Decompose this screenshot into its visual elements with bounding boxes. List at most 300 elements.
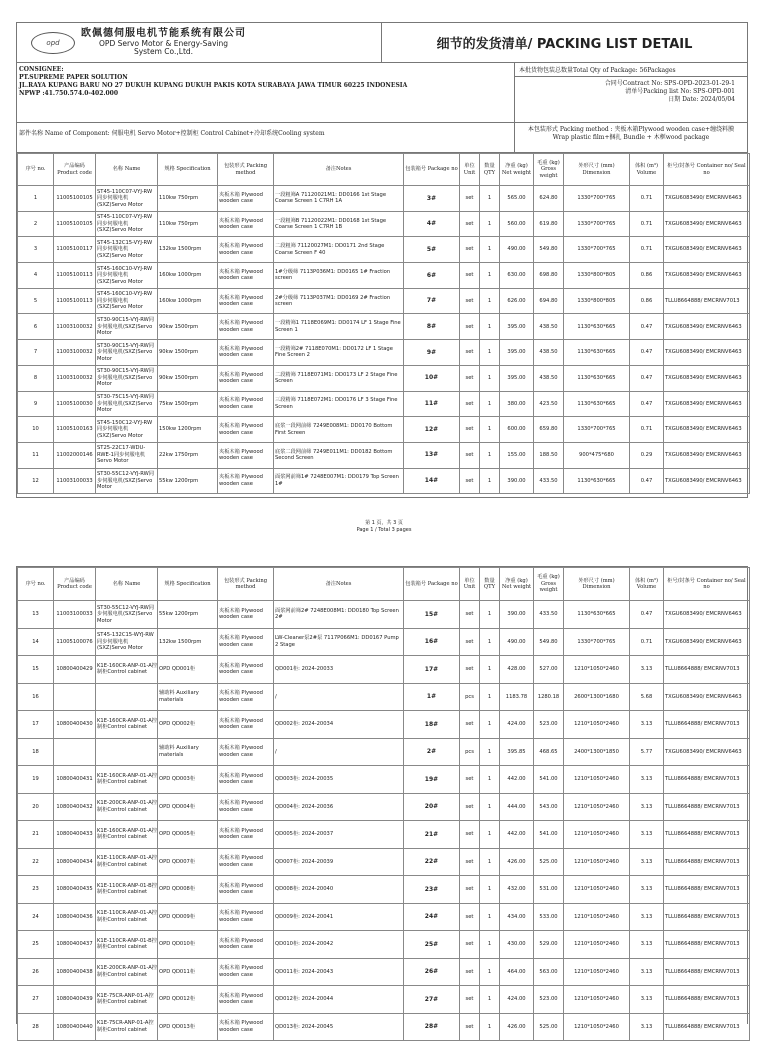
cell-gross: 188.50	[534, 442, 564, 468]
cell-pkg: 10#	[404, 365, 460, 391]
cell-qty: 1	[480, 417, 500, 443]
cell-name: K1E-200CR-ANP-01-A控制柜Control cabinet	[96, 793, 158, 821]
header-gross: 毛重 (kg) Gross weight	[534, 568, 564, 601]
cell-method: 夹板木箱 Plywood wooden case	[218, 738, 274, 766]
cell-net: 426.00	[500, 848, 534, 876]
cell-no: 10	[18, 417, 54, 443]
cell-code: 10800400440	[54, 1013, 96, 1041]
cell-vol: 0.47	[630, 468, 664, 494]
cell-name: K1E-200CR-ANP-01-A控制柜Control cabinet	[96, 958, 158, 986]
cell-net: 490.00	[500, 237, 534, 263]
cell-name: K1E-110CR-ANP-01-B控制柜Control cabinet	[96, 931, 158, 959]
cell-notes: QD012柜: 2024-20044	[274, 986, 404, 1014]
cell-unit: set	[460, 821, 480, 849]
cell-spec: 110kw 750rpm	[158, 186, 218, 212]
cell-net: 380.00	[500, 391, 534, 417]
cell-qty: 1	[480, 237, 500, 263]
cell-code: 10800400439	[54, 986, 96, 1014]
cell-vol: 0.71	[630, 186, 664, 212]
cell-name: ST45-150C12-VYJ-RW同步伺服电机(SXZ)Servo Motor	[96, 417, 158, 443]
table-row	[18, 766, 750, 794]
table-row	[18, 468, 750, 494]
cell-pkg: 1#	[404, 683, 460, 711]
cell-notes: QD002柜: 2024-20034	[274, 711, 404, 739]
cell-net: 442.00	[500, 821, 534, 849]
cell-pkg: 3#	[404, 186, 460, 212]
header-notes: 备注Notes	[274, 154, 404, 186]
cell-method: 夹板木箱 Plywood wooden case	[218, 211, 274, 237]
cell-gross: 541.00	[534, 821, 564, 849]
cell-spec: 132kw 1500rpm	[158, 237, 218, 263]
cell-method: 夹板木箱 Plywood wooden case	[218, 186, 274, 212]
header-code: 产品编码 Product code	[54, 154, 96, 186]
cell-dim: 1210*1050*2460	[564, 903, 630, 931]
cell-dim: 1330*700*765	[564, 211, 630, 237]
cell-name: K1E-160CR-ANP-01-A控制柜Control cabinet	[96, 656, 158, 684]
cell-name: ST30-55C12-VYJ-RW同步伺服电机(SXZ)Servo Motor	[96, 601, 158, 629]
cell-unit: set	[460, 391, 480, 417]
cell-vol: 0.71	[630, 417, 664, 443]
cell-notes: QD007柜: 2024-20039	[274, 848, 404, 876]
cell-unit: set	[460, 442, 480, 468]
company-name	[81, 28, 246, 57]
cell-dim: 1330*700*765	[564, 417, 630, 443]
cell-vol: 0.47	[630, 340, 664, 366]
cell-gross: 423.50	[534, 391, 564, 417]
cell-qty: 1	[480, 288, 500, 314]
cell-notes: LW-Cleaner泵2#泵 7117P066M1: DD0167 Pump 2 Stage	[274, 628, 404, 656]
cell-pkg: 27#	[404, 986, 460, 1014]
cell-name: ST45-132C15-WYJ-RW同步伺服电机(SXZ)Servo Motor	[96, 628, 158, 656]
cell-no: 19	[18, 766, 54, 794]
cell-spec: 110kw 750rpm	[158, 211, 218, 237]
cell-notes: 面浆网前筛1# 7248E007M1: DD0179 Top Screen 1#	[274, 468, 404, 494]
cell-seal: TLLU8664888/ EMCRNV7013	[664, 288, 750, 314]
cell-qty: 1	[480, 314, 500, 340]
cell-no: 20	[18, 793, 54, 821]
cell-pkg: 5#	[404, 237, 460, 263]
cell-no: 26	[18, 958, 54, 986]
cell-name	[96, 738, 158, 766]
cell-seal: TLLU8664888/ EMCRNV7013	[664, 656, 750, 684]
cell-unit: set	[460, 656, 480, 684]
cell-unit: pcs	[460, 738, 480, 766]
cell-method: 夹板木箱 Plywood wooden case	[218, 263, 274, 289]
cell-method: 夹板木箱 Plywood wooden case	[218, 314, 274, 340]
consignee-section	[17, 63, 747, 123]
table-body-page-1	[18, 186, 750, 494]
cell-dim: 1210*1050*2460	[564, 766, 630, 794]
cell-code: 10800400437	[54, 931, 96, 959]
cell-pkg: 6#	[404, 263, 460, 289]
table-row	[18, 628, 750, 656]
cell-no: 5	[18, 288, 54, 314]
cell-net: 395.00	[500, 340, 534, 366]
cell-net: 395.85	[500, 738, 534, 766]
cell-gross: 525.00	[534, 1013, 564, 1041]
cell-gross: 523.00	[534, 711, 564, 739]
cell-net: 395.00	[500, 314, 534, 340]
cell-spec: 75kw 1500rpm	[158, 391, 218, 417]
cell-seal: TLLU8664888/ EMCRNV7013	[664, 848, 750, 876]
cell-spec: 90kw 1500rpm	[158, 314, 218, 340]
header-unit: 单位 Unit	[460, 154, 480, 186]
cell-notes: /	[274, 738, 404, 766]
header-no: 序号 no.	[18, 568, 54, 601]
document-header	[17, 23, 747, 63]
cell-gross: 529.00	[534, 931, 564, 959]
table-row	[18, 211, 750, 237]
cell-dim: 1130*630*665	[564, 601, 630, 629]
cell-dim: 1130*630*665	[564, 391, 630, 417]
cell-spec: OPD QD003柜	[158, 766, 218, 794]
cell-qty: 1	[480, 656, 500, 684]
cell-dim: 1330*800*805	[564, 263, 630, 289]
cell-no: 6	[18, 314, 54, 340]
cell-net: 424.00	[500, 711, 534, 739]
cell-method: 夹板木箱 Plywood wooden case	[218, 237, 274, 263]
cell-qty: 1	[480, 793, 500, 821]
cell-unit: set	[460, 876, 480, 904]
cell-dim: 2600*1300*1680	[564, 683, 630, 711]
cell-name: K1E-75CR-ANP-01-A控制柜Control cabinet	[96, 1013, 158, 1041]
cell-qty: 1	[480, 365, 500, 391]
cell-name: K1E-75CR-ANP-01-A控制柜Control cabinet	[96, 986, 158, 1014]
cell-no: 25	[18, 931, 54, 959]
packing-list-page-2	[16, 566, 748, 1033]
cell-no: 11	[18, 442, 54, 468]
table-row	[18, 442, 750, 468]
cell-notes: 底浆一段网前筛 7249E008M1: DD0170 Bottom First Screen	[274, 417, 404, 443]
cell-pkg: 15#	[404, 601, 460, 629]
company-name-en-1: OPD Servo Motor & Energy-Saving	[99, 38, 228, 48]
header-seal: 柜号/封条号 Container no/ Seal no	[664, 568, 750, 601]
cell-name: K1E-110CR-ANP-01-A控制柜Control cabinet	[96, 903, 158, 931]
cell-notes: QD005柜: 2024-20037	[274, 821, 404, 849]
cell-net: 426.00	[500, 1013, 534, 1041]
header-spec: 规格 Specification	[158, 568, 218, 601]
cell-dim: 1210*1050*2460	[564, 656, 630, 684]
cell-seal: TXGU6083490/ EMCRNV6463	[664, 211, 750, 237]
cell-qty: 1	[480, 1013, 500, 1041]
cell-code: 10800400434	[54, 848, 96, 876]
cell-code: 11003100032	[54, 365, 96, 391]
table-row	[18, 365, 750, 391]
cell-qty: 1	[480, 931, 500, 959]
component-name: 部件名称 Name of Component: 伺服电机 Servo Motor+控制柜 Control Cabinet+冷却系统Cooling system	[17, 123, 515, 152]
cell-vol: 3.13	[630, 848, 664, 876]
cell-pkg: 19#	[404, 766, 460, 794]
table-row	[18, 958, 750, 986]
cell-seal: TXGU6083490/ EMCRNV6463	[664, 186, 750, 212]
cell-no: 9	[18, 391, 54, 417]
cell-no: 16	[18, 683, 54, 711]
cell-gross: 549.80	[534, 628, 564, 656]
cell-unit: set	[460, 711, 480, 739]
cell-name: ST30-90C15-VYJ-RW同步伺服电机(SXZ)Servo Motor	[96, 314, 158, 340]
cell-qty: 1	[480, 876, 500, 904]
consignee-label: CONSIGNEE:	[19, 66, 64, 73]
cell-notes: QD003柜: 2024-20035	[274, 766, 404, 794]
cell-qty: 1	[480, 340, 500, 366]
cell-unit: set	[460, 958, 480, 986]
cell-seal: TLLU8664888/ EMCRNV7013	[664, 986, 750, 1014]
packing-table-page-1	[17, 153, 750, 494]
cell-spec: 55kw 1200rpm	[158, 468, 218, 494]
cell-spec: OPD QD009柜	[158, 903, 218, 931]
cell-name: K1E-160CR-ANP-01-A控制柜Control cabinet	[96, 711, 158, 739]
header-name: 名称 Name	[96, 154, 158, 186]
cell-net: 560.00	[500, 211, 534, 237]
cell-notes: QD008柜: 2024-20040	[274, 876, 404, 904]
table-row	[18, 711, 750, 739]
cell-gross: 438.50	[534, 365, 564, 391]
cell-unit: set	[460, 340, 480, 366]
cell-unit: set	[460, 211, 480, 237]
cell-unit: set	[460, 186, 480, 212]
cell-dim: 1130*630*665	[564, 314, 630, 340]
table-row	[18, 903, 750, 931]
cell-vol: 0.29	[630, 442, 664, 468]
cell-code: 11003100033	[54, 468, 96, 494]
cell-no: 14	[18, 628, 54, 656]
consignee-npwp: NPWP :41.750.574.0-402.000	[19, 90, 119, 98]
cell-spec: OPD QD013柜	[158, 1013, 218, 1041]
table-row	[18, 288, 750, 314]
cell-spec: OPD QD004柜	[158, 793, 218, 821]
cell-unit: set	[460, 263, 480, 289]
cell-dim: 1210*1050*2460	[564, 931, 630, 959]
cell-vol: 3.13	[630, 793, 664, 821]
cell-method: 夹板木箱 Plywood wooden case	[218, 821, 274, 849]
cell-gross: 619.80	[534, 211, 564, 237]
header-net: 净重 (kg) Net weight	[500, 154, 534, 186]
cell-seal: TXGU6083490/ EMCRNV6463	[664, 738, 750, 766]
cell-code: 10800400431	[54, 766, 96, 794]
cell-pkg: 25#	[404, 931, 460, 959]
cell-vol: 5.77	[630, 738, 664, 766]
table-row	[18, 793, 750, 821]
header-net: 净重 (kg) Net weight	[500, 568, 534, 601]
cell-notes: QD009柜: 2024-20041	[274, 903, 404, 931]
cell-unit: set	[460, 314, 480, 340]
cell-name: ST25-22C17-WDU-RWE-1同步伺服电机Servo Motor	[96, 442, 158, 468]
cell-notes: 三段精筛 7118E072M1: DD0176 LF 3 Stage Fine Screen	[274, 391, 404, 417]
header-pkgno: 包装箱号 Package no	[404, 154, 460, 186]
cell-no: 18	[18, 738, 54, 766]
cell-unit: set	[460, 365, 480, 391]
cell-pkg: 13#	[404, 442, 460, 468]
cell-unit: set	[460, 848, 480, 876]
consignee-name: PT.SUPREME PAPER SOLUTION	[19, 74, 128, 82]
cell-qty: 1	[480, 821, 500, 849]
cell-notes: QD001柜: 2024-20033	[274, 656, 404, 684]
cell-seal: TLLU8664888/ EMCRNV7013	[664, 821, 750, 849]
cell-vol: 3.13	[630, 876, 664, 904]
cell-seal: TXGU6083490/ EMCRNV6463	[664, 314, 750, 340]
cell-no: 12	[18, 468, 54, 494]
cell-seal: TXGU6083490/ EMCRNV6463	[664, 683, 750, 711]
cell-dim: 2400*1300*1850	[564, 738, 630, 766]
cell-vol: 0.71	[630, 628, 664, 656]
cell-pkg: 2#	[404, 738, 460, 766]
cell-no: 15	[18, 656, 54, 684]
cell-notes: QD010柜: 2024-20042	[274, 931, 404, 959]
cell-unit: pcs	[460, 683, 480, 711]
cell-dim: 1130*630*665	[564, 468, 630, 494]
cell-gross: 659.80	[534, 417, 564, 443]
packing-table-page-2	[17, 567, 750, 1041]
cell-notes: /	[274, 683, 404, 711]
header-spec: 规格 Specification	[158, 154, 218, 186]
cell-qty: 1	[480, 958, 500, 986]
cell-spec: OPD QD001柜	[158, 656, 218, 684]
cell-gross: 698.80	[534, 263, 564, 289]
cell-method: 夹板木箱 Plywood wooden case	[218, 903, 274, 931]
cell-unit: set	[460, 417, 480, 443]
cell-name: ST30-90C15-VYJ-RW同步伺服电机(SXZ)Servo Motor	[96, 365, 158, 391]
cell-code: 11005100076	[54, 628, 96, 656]
cell-name: ST45-110C07-VYJ-RW同步伺服电机(SXZ)Servo Motor	[96, 186, 158, 212]
cell-code: 11005100163	[54, 417, 96, 443]
cell-qty: 1	[480, 711, 500, 739]
cell-code: 11005100105	[54, 186, 96, 212]
cell-qty: 1	[480, 628, 500, 656]
cell-dim: 1210*1050*2460	[564, 848, 630, 876]
cell-code	[54, 738, 96, 766]
cell-dim: 1210*1050*2460	[564, 986, 630, 1014]
cell-vol: 0.86	[630, 288, 664, 314]
cell-dim: 1210*1050*2460	[564, 876, 630, 904]
cell-dim: 1130*630*665	[564, 340, 630, 366]
cell-unit: set	[460, 931, 480, 959]
cell-vol: 0.47	[630, 314, 664, 340]
document-title: 细节的发货清单/ PACKING LIST DETAIL	[436, 37, 693, 52]
cell-name: ST30-90C15-VYJ-RW同步伺服电机(SXZ)Servo Motor	[96, 340, 158, 366]
cell-notes: 一段精筛1 7118E069M1: DD0174 LF 1 Stage Fine Screen 1	[274, 314, 404, 340]
cell-name: K1E-110CR-ANP-01-A控制柜Control cabinet	[96, 848, 158, 876]
cell-net: 442.00	[500, 766, 534, 794]
cell-net: 155.00	[500, 442, 534, 468]
packing-list-page-1	[16, 22, 748, 498]
cell-seal: TXGU6083490/ EMCRNV6463	[664, 365, 750, 391]
cell-method: 夹板木箱 Plywood wooden case	[218, 340, 274, 366]
cell-net: 444.00	[500, 793, 534, 821]
consignee-block	[17, 63, 515, 122]
cell-seal: TXGU6083490/ EMCRNV6463	[664, 391, 750, 417]
cell-gross: 433.50	[534, 601, 564, 629]
cell-gross: 549.80	[534, 237, 564, 263]
table-row	[18, 738, 750, 766]
cell-spec: OPD QD010柜	[158, 931, 218, 959]
cell-net: 626.00	[500, 288, 534, 314]
cell-gross: 438.50	[534, 314, 564, 340]
cell-code: 10800400429	[54, 656, 96, 684]
company-logo-icon: opd	[31, 32, 75, 54]
cell-no: 27	[18, 986, 54, 1014]
cell-qty: 1	[480, 442, 500, 468]
cell-no: 23	[18, 876, 54, 904]
cell-pkg: 22#	[404, 848, 460, 876]
cell-spec: OPD QD005柜	[158, 821, 218, 849]
cell-spec: 160kw 1000rpm	[158, 288, 218, 314]
cell-dim: 1330*700*765	[564, 628, 630, 656]
header-pkgno: 包装箱号 Package no	[404, 568, 460, 601]
cell-net: 565.00	[500, 186, 534, 212]
cell-name: K1E-160CR-ANP-01-A控制柜Control cabinet	[96, 766, 158, 794]
cell-seal: TLLU8664888/ EMCRNV7013	[664, 958, 750, 986]
cell-method: 夹板木箱 Plywood wooden case	[218, 931, 274, 959]
cell-unit: set	[460, 986, 480, 1014]
cell-seal: TXGU6083490/ EMCRNV6463	[664, 417, 750, 443]
cell-name: K1E-110CR-ANP-01-B控制柜Control cabinet	[96, 876, 158, 904]
cell-pkg: 21#	[404, 821, 460, 849]
cell-spec: 辅助料 Auxiliary materials	[158, 683, 218, 711]
cell-no: 17	[18, 711, 54, 739]
cell-net: 390.00	[500, 601, 534, 629]
cell-gross: 541.00	[534, 766, 564, 794]
cell-spec: 90kw 1500rpm	[158, 340, 218, 366]
cell-method: 夹板木箱 Plywood wooden case	[218, 986, 274, 1014]
header-unit: 单位 Unit	[460, 568, 480, 601]
cell-method: 夹板木箱 Plywood wooden case	[218, 417, 274, 443]
cell-vol: 0.47	[630, 391, 664, 417]
cell-unit: set	[460, 903, 480, 931]
cell-pkg: 26#	[404, 958, 460, 986]
cell-dim: 1330*700*765	[564, 186, 630, 212]
cell-method: 夹板木箱 Plywood wooden case	[218, 683, 274, 711]
cell-qty: 1	[480, 683, 500, 711]
cell-spec: OPD QD012柜	[158, 986, 218, 1014]
packing-list-no: 清单号Packing list No: SPS-OPD-001	[625, 87, 735, 95]
cell-gross: 527.00	[534, 656, 564, 684]
company-name-en-2: System Co.,Ltd.	[133, 47, 194, 57]
cell-code: 11005100105	[54, 211, 96, 237]
cell-spec: 55kw 1200rpm	[158, 601, 218, 629]
cell-dim: 1330*700*765	[564, 237, 630, 263]
cell-qty: 1	[480, 391, 500, 417]
contract-block	[515, 63, 747, 122]
cell-net: 432.00	[500, 876, 534, 904]
cell-no: 2	[18, 211, 54, 237]
cell-name: ST30-55C12-VYJ-RW同步伺服电机(SXZ)Servo Motor	[96, 468, 158, 494]
cell-vol: 3.13	[630, 986, 664, 1014]
cell-name	[96, 683, 158, 711]
cell-code: 10800400432	[54, 793, 96, 821]
cell-code: 10800400435	[54, 876, 96, 904]
company-block	[17, 23, 382, 62]
cell-unit: set	[460, 288, 480, 314]
cell-dim: 1210*1050*2460	[564, 1013, 630, 1041]
cell-gross: 543.00	[534, 793, 564, 821]
cell-net: 490.00	[500, 628, 534, 656]
cell-method: 夹板木箱 Plywood wooden case	[218, 793, 274, 821]
table-row	[18, 237, 750, 263]
header-vol: 体积 (m³) Volume	[630, 568, 664, 601]
cell-dim: 1210*1050*2460	[564, 711, 630, 739]
header-vol: 体积 (m³) Volume	[630, 154, 664, 186]
cell-vol: 5.68	[630, 683, 664, 711]
cell-method: 夹板木箱 Plywood wooden case	[218, 468, 274, 494]
header-code: 产品编码 Product code	[54, 568, 96, 601]
consignee-address: JL.RAYA KUPANG BARU NO 27 DUKUH KUPANG DUKUH PAKIS KOTA SURABAYA JAWA TIMUR 60225 INDONESIA	[19, 82, 408, 90]
cell-no: 4	[18, 263, 54, 289]
cell-unit: set	[460, 793, 480, 821]
cell-method: 夹板木箱 Plywood wooden case	[218, 656, 274, 684]
cell-name: ST30-75C15-VYJ-RW同步伺服电机(SXZ)Servo Motor	[96, 391, 158, 417]
cell-dim: 1130*630*665	[564, 365, 630, 391]
cell-spec: OPD QD011柜	[158, 958, 218, 986]
